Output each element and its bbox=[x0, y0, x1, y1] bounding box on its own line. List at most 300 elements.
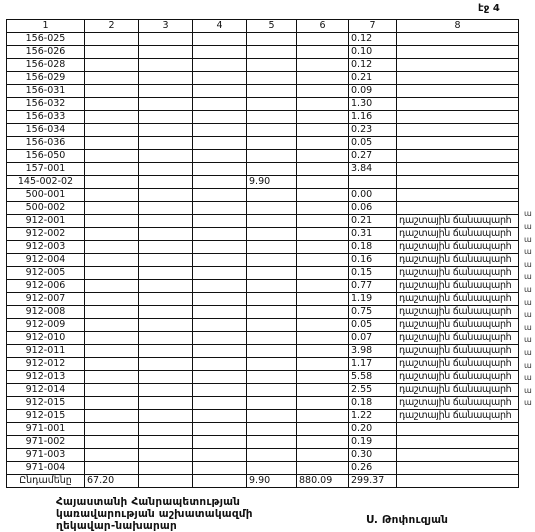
table-cell: դաշտային ճանապարհ bbox=[397, 241, 519, 254]
table-cell: 2.55 bbox=[349, 384, 397, 397]
table-cell bbox=[85, 215, 139, 228]
land-parcel-table bbox=[6, 19, 519, 488]
table-row bbox=[7, 189, 519, 202]
table-cell bbox=[139, 423, 193, 436]
table-row bbox=[7, 332, 519, 345]
margin-mark: ա bbox=[524, 222, 532, 231]
table-cell bbox=[297, 137, 349, 150]
table-cell bbox=[297, 124, 349, 137]
table-cell bbox=[139, 462, 193, 475]
table-cell: 912-007 bbox=[7, 293, 85, 306]
table-cell bbox=[247, 111, 297, 124]
table-cell bbox=[247, 72, 297, 85]
table-cell bbox=[247, 215, 297, 228]
table-cell bbox=[297, 397, 349, 410]
table-cell: 971-003 bbox=[7, 449, 85, 462]
table-cell bbox=[85, 319, 139, 332]
table-cell bbox=[193, 267, 247, 280]
table-cell bbox=[297, 267, 349, 280]
table-cell bbox=[193, 475, 247, 488]
table-row bbox=[7, 345, 519, 358]
margin-mark: ա bbox=[524, 285, 532, 294]
table-cell: 0.09 bbox=[349, 85, 397, 98]
table-row bbox=[7, 397, 519, 410]
table-cell: 500-002 bbox=[7, 202, 85, 215]
table-cell bbox=[247, 163, 297, 176]
table-cell bbox=[297, 332, 349, 345]
table-cell bbox=[139, 397, 193, 410]
column-header: 4 bbox=[193, 20, 247, 33]
table-cell bbox=[297, 189, 349, 202]
table-cell bbox=[193, 449, 247, 462]
table-row bbox=[7, 98, 519, 111]
table-cell bbox=[85, 306, 139, 319]
table-cell bbox=[193, 345, 247, 358]
table-cell: դաշտային ճանապարհ bbox=[397, 345, 519, 358]
table-cell bbox=[193, 280, 247, 293]
table-row bbox=[7, 202, 519, 215]
table-cell bbox=[297, 410, 349, 423]
table-cell: 1.16 bbox=[349, 111, 397, 124]
table-cell bbox=[193, 202, 247, 215]
table-cell bbox=[193, 306, 247, 319]
table-cell bbox=[193, 462, 247, 475]
table-cell bbox=[193, 85, 247, 98]
table-cell bbox=[297, 241, 349, 254]
table-cell bbox=[397, 111, 519, 124]
table-row bbox=[7, 228, 519, 241]
table-row bbox=[7, 124, 519, 137]
table-cell bbox=[247, 150, 297, 163]
table-cell: դաշտային ճանապարհ bbox=[397, 228, 519, 241]
table-cell bbox=[139, 384, 193, 397]
table-cell: 0.21 bbox=[349, 72, 397, 85]
table-cell bbox=[139, 475, 193, 488]
margin-mark: ա bbox=[524, 310, 532, 320]
table-cell bbox=[247, 462, 297, 475]
table-cell bbox=[85, 59, 139, 72]
table-cell: 3.84 bbox=[349, 163, 397, 176]
table-cell: դաշտային ճանապարհ bbox=[397, 371, 519, 384]
table-cell bbox=[193, 358, 247, 371]
table-cell bbox=[247, 306, 297, 319]
table-cell bbox=[297, 358, 349, 371]
table-cell bbox=[397, 202, 519, 215]
table-cell bbox=[139, 33, 193, 46]
table-cell: 0.77 bbox=[349, 280, 397, 293]
total-row bbox=[7, 475, 519, 488]
table-cell: 0.07 bbox=[349, 332, 397, 345]
table-cell: 0.18 bbox=[349, 397, 397, 410]
margin-mark: ա bbox=[524, 348, 532, 357]
table-cell bbox=[247, 293, 297, 306]
footer-signature: Ս. Թոփուզյան bbox=[366, 514, 449, 526]
table-row bbox=[7, 85, 519, 98]
table-row bbox=[7, 410, 519, 423]
table-cell: 0.16 bbox=[349, 254, 397, 267]
table-cell bbox=[193, 254, 247, 267]
table-cell: 1.19 bbox=[349, 293, 397, 306]
table-row bbox=[7, 150, 519, 163]
table-cell bbox=[193, 46, 247, 59]
table-cell: 500-001 bbox=[7, 189, 85, 202]
table-cell: 3.98 bbox=[349, 345, 397, 358]
table-cell bbox=[139, 176, 193, 189]
table-cell bbox=[297, 423, 349, 436]
table-cell bbox=[193, 423, 247, 436]
table-cell: դաշտային ճանապարհ bbox=[397, 254, 519, 267]
footer-org-line: կառավարության աշխատակազմի bbox=[56, 508, 253, 520]
table-cell bbox=[193, 33, 247, 46]
margin-mark: ա bbox=[524, 234, 532, 244]
table-cell: 145-002-02 bbox=[7, 176, 85, 189]
table-cell bbox=[85, 358, 139, 371]
table-cell bbox=[193, 384, 247, 397]
table-row bbox=[7, 423, 519, 436]
table-cell: 0.05 bbox=[349, 319, 397, 332]
table-cell bbox=[139, 241, 193, 254]
table-cell bbox=[139, 111, 193, 124]
table-cell bbox=[247, 46, 297, 59]
table-cell bbox=[397, 449, 519, 462]
table-cell bbox=[193, 410, 247, 423]
table-cell: 67.20 bbox=[85, 475, 139, 488]
table-cell: 912-009 bbox=[7, 319, 85, 332]
table-cell bbox=[85, 202, 139, 215]
table-cell bbox=[193, 98, 247, 111]
table-cell: 971-004 bbox=[7, 462, 85, 475]
table-cell bbox=[139, 267, 193, 280]
table-row bbox=[7, 319, 519, 332]
table-cell bbox=[297, 150, 349, 163]
table-cell: 0.12 bbox=[349, 59, 397, 72]
table-cell bbox=[297, 384, 349, 397]
table-cell bbox=[139, 46, 193, 59]
table-cell bbox=[247, 319, 297, 332]
table-cell bbox=[397, 189, 519, 202]
table-cell: դաշտային ճանապարհ bbox=[397, 293, 519, 306]
table-cell bbox=[139, 59, 193, 72]
table-cell bbox=[297, 228, 349, 241]
table-cell bbox=[247, 267, 297, 280]
table-cell: 880.09 bbox=[297, 475, 349, 488]
table-cell bbox=[139, 449, 193, 462]
table-row bbox=[7, 358, 519, 371]
table-body bbox=[7, 33, 519, 488]
table-cell bbox=[139, 358, 193, 371]
table-cell bbox=[297, 293, 349, 306]
table-cell bbox=[297, 163, 349, 176]
table-cell bbox=[85, 293, 139, 306]
footer-org-line: Հայաստանի Հանրապետության bbox=[56, 496, 241, 508]
table-cell bbox=[193, 72, 247, 85]
table-cell: 1.30 bbox=[349, 98, 397, 111]
table-cell bbox=[297, 85, 349, 98]
table-cell bbox=[193, 163, 247, 176]
table-cell bbox=[85, 124, 139, 137]
table-cell bbox=[397, 33, 519, 46]
column-header: 8 bbox=[397, 20, 519, 33]
column-header: 7 bbox=[349, 20, 397, 33]
table-cell: 912-008 bbox=[7, 306, 85, 319]
table-cell bbox=[247, 449, 297, 462]
table-row bbox=[7, 241, 519, 254]
table-row bbox=[7, 111, 519, 124]
table-cell bbox=[139, 85, 193, 98]
table-cell: 912-013 bbox=[7, 371, 85, 384]
table-cell: 0.15 bbox=[349, 267, 397, 280]
table-cell bbox=[247, 332, 297, 345]
table-cell bbox=[85, 228, 139, 241]
table-row bbox=[7, 267, 519, 280]
column-header: 1 bbox=[7, 20, 85, 33]
table-cell bbox=[193, 371, 247, 384]
table-cell: 1.17 bbox=[349, 358, 397, 371]
table-cell: 0.75 bbox=[349, 306, 397, 319]
table-cell bbox=[85, 332, 139, 345]
table-row bbox=[7, 215, 519, 228]
table-cell bbox=[85, 111, 139, 124]
table-cell: 0.10 bbox=[349, 46, 397, 59]
table-cell bbox=[297, 462, 349, 475]
table-cell: 9.90 bbox=[247, 176, 297, 189]
table-cell: դաշտային ճանապարհ bbox=[397, 306, 519, 319]
table-cell bbox=[297, 215, 349, 228]
table-cell bbox=[85, 150, 139, 163]
table-cell bbox=[247, 280, 297, 293]
table-cell: 912-012 bbox=[7, 358, 85, 371]
table-row bbox=[7, 384, 519, 397]
table-cell: 156-036 bbox=[7, 137, 85, 150]
table-cell bbox=[297, 33, 349, 46]
table-cell: 0.19 bbox=[349, 436, 397, 449]
table-cell bbox=[193, 176, 247, 189]
table-cell bbox=[85, 46, 139, 59]
table-cell: 971-001 bbox=[7, 423, 85, 436]
table-row bbox=[7, 436, 519, 449]
table-cell: 0.18 bbox=[349, 241, 397, 254]
table-cell bbox=[297, 59, 349, 72]
table-cell bbox=[193, 241, 247, 254]
table-cell bbox=[139, 254, 193, 267]
table-cell bbox=[139, 280, 193, 293]
table-cell: 0.27 bbox=[349, 150, 397, 163]
table-cell: 299.37 bbox=[349, 475, 397, 488]
column-header: 2 bbox=[85, 20, 139, 33]
table-cell bbox=[247, 202, 297, 215]
table-cell: դաշտային ճանապարհ bbox=[397, 215, 519, 228]
table-cell: 9.90 bbox=[247, 475, 297, 488]
table-cell: 0.12 bbox=[349, 33, 397, 46]
table-cell: 157-001 bbox=[7, 163, 85, 176]
table-cell bbox=[247, 189, 297, 202]
table-cell: 912-004 bbox=[7, 254, 85, 267]
table-cell bbox=[297, 98, 349, 111]
table-cell bbox=[397, 163, 519, 176]
table-cell bbox=[247, 371, 297, 384]
table-cell bbox=[193, 150, 247, 163]
table-cell bbox=[247, 124, 297, 137]
table-row bbox=[7, 137, 519, 150]
table-cell: 0.26 bbox=[349, 462, 397, 475]
table-cell bbox=[85, 163, 139, 176]
table-cell: 912-014 bbox=[7, 384, 85, 397]
table-cell bbox=[139, 319, 193, 332]
table-cell bbox=[139, 150, 193, 163]
table-cell bbox=[247, 423, 297, 436]
table-cell bbox=[193, 124, 247, 137]
table-cell bbox=[139, 189, 193, 202]
table-row bbox=[7, 306, 519, 319]
table-cell bbox=[397, 137, 519, 150]
table-cell bbox=[297, 176, 349, 189]
table-cell bbox=[297, 319, 349, 332]
table-cell: 156-028 bbox=[7, 59, 85, 72]
table-cell: 912-011 bbox=[7, 345, 85, 358]
table-cell: դաշտային ճանապարհ bbox=[397, 319, 519, 332]
table-cell bbox=[139, 228, 193, 241]
table-cell: 912-003 bbox=[7, 241, 85, 254]
margin-mark: ա bbox=[524, 247, 532, 257]
table-cell bbox=[139, 345, 193, 358]
margin-mark: ա bbox=[524, 335, 532, 345]
table-cell bbox=[247, 33, 297, 46]
table-cell: 0.06 bbox=[349, 202, 397, 215]
table-cell bbox=[85, 189, 139, 202]
margin-mark: ա bbox=[524, 259, 532, 269]
table-cell: 912-010 bbox=[7, 332, 85, 345]
margin-mark: ա bbox=[524, 398, 532, 408]
table-cell bbox=[85, 423, 139, 436]
margin-mark: ա bbox=[524, 297, 532, 307]
table-cell: դաշտային ճանապարհ bbox=[397, 384, 519, 397]
table-cell: 156-032 bbox=[7, 98, 85, 111]
table-cell bbox=[85, 98, 139, 111]
table-cell bbox=[85, 241, 139, 254]
table-cell bbox=[397, 98, 519, 111]
table-cell: 0.31 bbox=[349, 228, 397, 241]
table-cell: 156-050 bbox=[7, 150, 85, 163]
table-cell bbox=[139, 306, 193, 319]
table-cell bbox=[397, 59, 519, 72]
table-cell: դաշտային ճանապարհ bbox=[397, 358, 519, 371]
table-cell: դաշտային ճանապարհ bbox=[397, 267, 519, 280]
table-row bbox=[7, 449, 519, 462]
table-cell: դաշտային ճանապարհ bbox=[397, 280, 519, 293]
table-cell bbox=[193, 111, 247, 124]
table-row bbox=[7, 462, 519, 475]
footer-organization bbox=[56, 496, 253, 532]
table-cell bbox=[397, 176, 519, 189]
margin-mark: ա bbox=[524, 209, 532, 219]
table-cell bbox=[397, 475, 519, 488]
table-row bbox=[7, 33, 519, 46]
table-cell: 1.22 bbox=[349, 410, 397, 423]
table-cell: 156-025 bbox=[7, 33, 85, 46]
table-cell bbox=[193, 189, 247, 202]
column-header: 6 bbox=[297, 20, 349, 33]
table-cell bbox=[85, 449, 139, 462]
table-cell bbox=[85, 267, 139, 280]
table-cell bbox=[297, 436, 349, 449]
table-cell bbox=[247, 137, 297, 150]
table-cell bbox=[139, 163, 193, 176]
table-cell: 971-002 bbox=[7, 436, 85, 449]
table-cell: դաշտային ճանապարհ bbox=[397, 410, 519, 423]
table-cell bbox=[85, 176, 139, 189]
margin-mark: ա bbox=[524, 373, 532, 383]
table-cell bbox=[139, 72, 193, 85]
table-header-row bbox=[7, 20, 519, 33]
margin-mark: ա bbox=[524, 272, 532, 282]
table-cell: 912-002 bbox=[7, 228, 85, 241]
table-cell bbox=[297, 202, 349, 215]
table-cell bbox=[247, 397, 297, 410]
table-cell: 5.58 bbox=[349, 371, 397, 384]
table-cell: 912-015 bbox=[7, 397, 85, 410]
table-cell bbox=[139, 436, 193, 449]
table-cell: 0.23 bbox=[349, 124, 397, 137]
table-cell: 912-015 bbox=[7, 410, 85, 423]
table-cell bbox=[85, 254, 139, 267]
table-cell bbox=[297, 280, 349, 293]
margin-mark: ա bbox=[524, 385, 532, 395]
footer-org-line: ղեկավար-նախարար bbox=[56, 520, 177, 532]
table-cell bbox=[193, 319, 247, 332]
table-cell: 0.30 bbox=[349, 449, 397, 462]
table-cell bbox=[85, 384, 139, 397]
table-cell bbox=[139, 410, 193, 423]
table-cell: 0.21 bbox=[349, 215, 397, 228]
table-cell: 912-006 bbox=[7, 280, 85, 293]
page-number-label: էջ 4 bbox=[478, 3, 500, 14]
table-cell bbox=[85, 72, 139, 85]
table-cell bbox=[297, 254, 349, 267]
table-cell bbox=[139, 332, 193, 345]
table-cell bbox=[247, 345, 297, 358]
table-cell bbox=[297, 72, 349, 85]
table-cell bbox=[139, 293, 193, 306]
table-cell: 0.20 bbox=[349, 423, 397, 436]
table-cell: 156-031 bbox=[7, 85, 85, 98]
table-row bbox=[7, 293, 519, 306]
table-row bbox=[7, 163, 519, 176]
table-cell bbox=[247, 85, 297, 98]
table-cell bbox=[297, 111, 349, 124]
table-cell: 156-033 bbox=[7, 111, 85, 124]
table-cell bbox=[85, 436, 139, 449]
table-row bbox=[7, 46, 519, 59]
table-cell bbox=[85, 280, 139, 293]
table-cell bbox=[193, 293, 247, 306]
table-cell bbox=[397, 46, 519, 59]
table-cell bbox=[349, 176, 397, 189]
table-cell bbox=[193, 397, 247, 410]
table-cell: 0.05 bbox=[349, 137, 397, 150]
table-cell: 156-029 bbox=[7, 72, 85, 85]
table-cell bbox=[193, 228, 247, 241]
table-cell bbox=[193, 332, 247, 345]
table-row bbox=[7, 72, 519, 85]
table-cell bbox=[397, 150, 519, 163]
table-cell bbox=[397, 462, 519, 475]
table-cell: 912-005 bbox=[7, 267, 85, 280]
table-cell bbox=[193, 137, 247, 150]
table-cell: 156-034 bbox=[7, 124, 85, 137]
table-cell bbox=[139, 137, 193, 150]
table-cell bbox=[193, 59, 247, 72]
table-cell bbox=[397, 124, 519, 137]
